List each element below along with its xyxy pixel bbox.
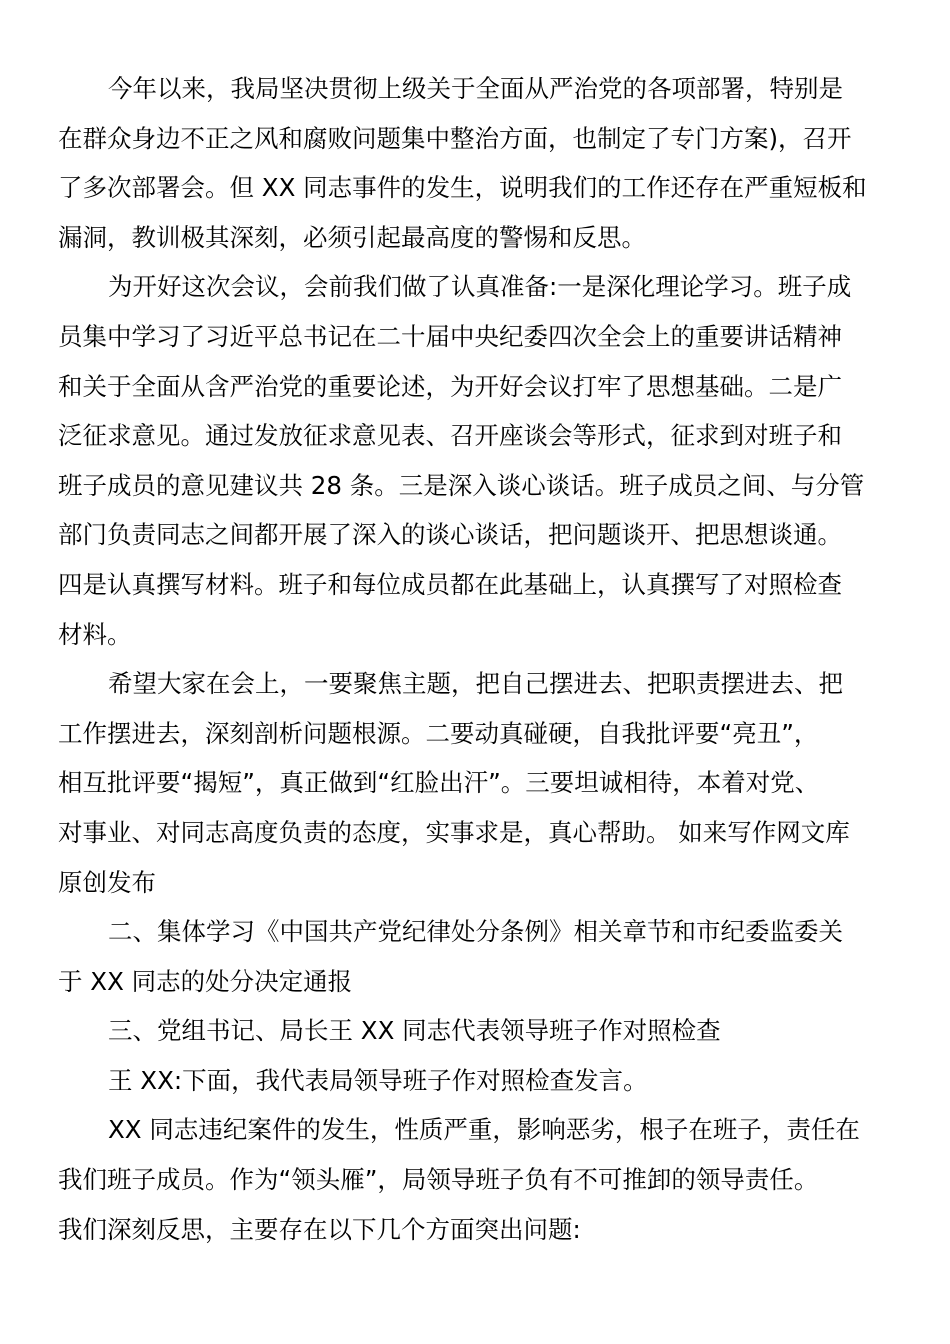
text-line: 工作摆进去，深刻剖析问题根源。二要动真碰硬，自我批评要“亮丑”， [58,718,819,748]
text-line: 材料。 [58,619,132,649]
text-line: 原创发布 [58,867,156,897]
text-line: 部门负责同志之间都开展了深入的谈心谈话，把问题谈开、把思想谈通。 [58,520,842,550]
section-heading-collective-study [58,907,888,1006]
text-line: 于 XX 同志的处分决定通报 [58,966,353,996]
text-line: 漏洞，教训极其深刻，必须引起最高度的警惕和反思。 [58,222,646,252]
paragraph-meeting-preparation [58,262,888,659]
text-line: 和关于全面从含严治党的重要论述，为开好会议打牢了思想基础。二是广 [58,371,842,401]
text-line: 二、集体学习《中国共产党纪律处分条例》相关章节和市纪委监委关 [108,917,843,947]
text-line: 相互批评要“揭短”，真正做到“红脸出汗”。三要坦诚相待，本着对党、 [58,768,820,798]
text-line: 我们班子成员。作为“领头雁”，局领导班子负有不可推卸的领导责任。 [58,1165,819,1195]
document-page [58,64,888,1254]
section-heading-self-examination [58,1006,888,1056]
paragraph-case-reflection [58,1105,888,1254]
text-line: 员集中学习了习近平总书记在二十届中央纪委四次全会上的重要讲话精神 [58,321,842,351]
text-line: 四是认真撰写材料。班子和每位成员都在此基础上，认真撰写了对照检查 [58,569,842,599]
text-line: 班子成员的意见建议共 28 条。三是深入谈心谈话。班子成员之间、与分管 [58,470,865,500]
text-line: 为开好这次会议，会前我们做了认真准备:一是深化理论学习。班子成 [108,272,852,302]
text-line: 王 XX:下面，我代表局领导班子作对照检查发言。 [108,1065,648,1095]
paragraph-intro-deployment [58,64,888,262]
text-line: 我们深刻反思，主要存在以下几个方面突出问题: [58,1214,581,1244]
text-line: 三、党组书记、局长王 XX 同志代表领导班子作对照检查 [108,1016,721,1046]
text-line: XX 同志违纪案件的发生，性质严重，影响恶劣，根子在班子，责任在 [108,1115,860,1145]
text-line: 了多次部署会。但 XX 同志事件的发生，说明我们的工作还存在严重短板和 [58,173,867,203]
text-line: 泛征求意见。通过发放征求意见表、召开座谈会等形式，征求到对班子和 [58,421,842,451]
text-line: 今年以来，我局坚决贯彻上级关于全面从严治党的各项部署，特别是 [108,74,843,103]
paragraph-speaker-intro [58,1056,888,1106]
text-line: 在群众身边不正之风和腐败问题集中整治方面，也制定了专门方案)，召开 [58,123,852,153]
paragraph-expectations [58,659,888,907]
text-line: 希望大家在会上，一要聚焦主题，把自己摆进去、把职责摆进去、把 [108,669,843,699]
text-line: 对事业、对同志高度负责的态度，实事求是，真心帮助。 如来写作网文库 [58,817,850,847]
